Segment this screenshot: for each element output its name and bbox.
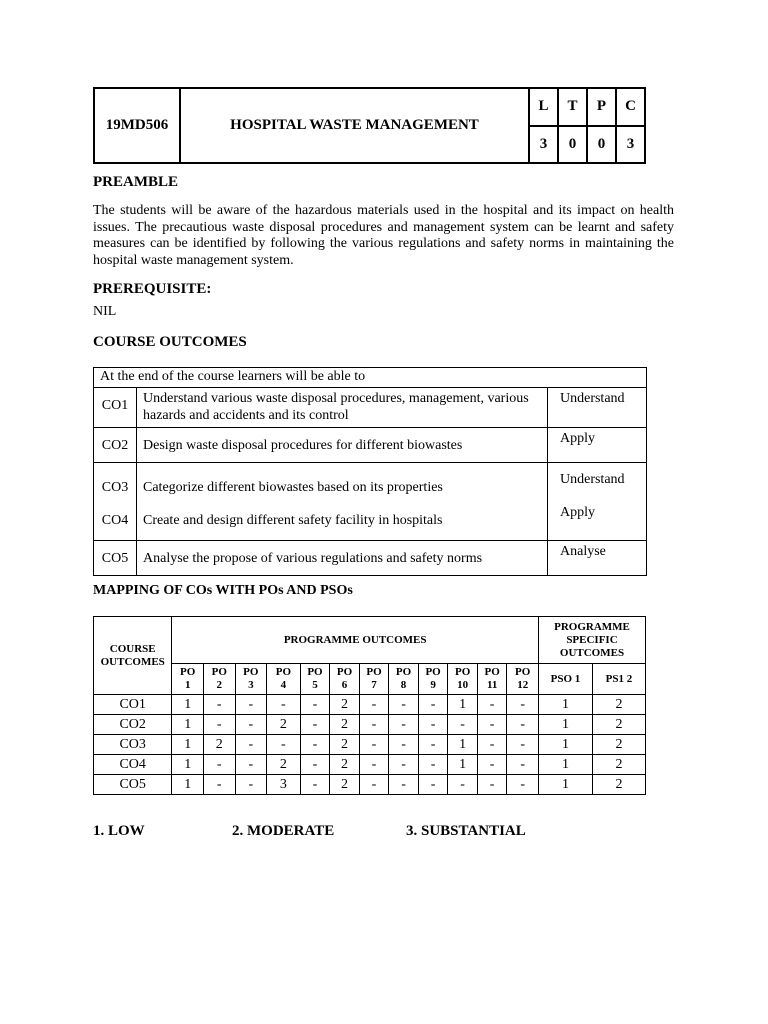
po-header-number: 12 (517, 679, 529, 691)
po-header-number: 1 (184, 679, 191, 691)
course-outcomes-heading: COURSE OUTCOMES (93, 334, 247, 350)
mapping-po-cell: 2 (330, 775, 360, 795)
table-row (94, 695, 646, 715)
co-code-group (94, 463, 137, 541)
mapping-po-cell: - (300, 755, 330, 775)
co-code: CO2 (94, 428, 137, 463)
po-header-number: 6 (341, 679, 348, 691)
mapping-po-cell: - (389, 715, 419, 735)
po-header-number: 10 (457, 679, 469, 691)
mapping-po-cell: - (203, 775, 235, 795)
legend-substantial: 3. SUBSTANTIAL (406, 823, 526, 839)
co-level: Apply (560, 505, 595, 520)
mapping-po-cell: - (418, 715, 448, 735)
mapping-co-cell: CO2 (94, 715, 172, 735)
table-row (94, 368, 647, 388)
co-code: CO3 (101, 480, 129, 495)
mapping-po-cell: 1 (172, 775, 204, 795)
mapping-po-cell: - (203, 715, 235, 735)
ltpc-value-t: 0 (558, 126, 587, 164)
mapping-po-cell: - (389, 735, 419, 755)
mapping-po-cell: - (359, 755, 389, 775)
legend-low: 1. LOW (93, 823, 145, 839)
outcomes-intro: At the end of the course learners will be able to (94, 368, 647, 388)
po-header-label: PO (366, 666, 382, 678)
course-outcomes-label: COURSE OUTCOMES (94, 617, 172, 695)
mapping-po-cell: - (203, 755, 235, 775)
co-level: Understand (548, 388, 647, 428)
mapping-po-cell: - (300, 775, 330, 795)
table-row (94, 428, 647, 463)
po-header-number: 3 (248, 679, 254, 691)
ltpc-label-c: C (616, 88, 645, 126)
co-code: CO5 (94, 541, 137, 576)
course-outcomes-table (93, 367, 647, 576)
co-description: Understand various waste disposal procedures, management, various hazards and accidents and its control (137, 388, 548, 428)
mapping-po-cell: - (235, 715, 267, 735)
mapping-po-cell: - (359, 695, 389, 715)
po-header-number: 4 (280, 679, 287, 691)
mapping-group-header-row (94, 617, 646, 664)
po-column-header (172, 664, 204, 695)
mapping-po-cell: - (235, 735, 267, 755)
co-description: Design waste disposal procedures for different biowastes (137, 428, 548, 463)
mapping-po-cell: - (359, 715, 389, 735)
po-column-header (389, 664, 419, 695)
mapping-po-cell: - (359, 775, 389, 795)
co-level: Analyse (548, 541, 647, 576)
co-description-group (137, 463, 548, 541)
mapping-pso-cell: 2 (592, 755, 645, 775)
mapping-po-cell: - (389, 775, 419, 795)
pso-column-header: PS1 2 (592, 664, 645, 695)
co-level: Understand (560, 472, 625, 487)
mapping-po-cell: - (507, 755, 539, 775)
mapping-pso-cell: 1 (538, 775, 592, 795)
pso-column-header: PSO 1 (538, 664, 592, 695)
mapping-po-cell: - (203, 695, 235, 715)
mapping-po-cell: 1 (172, 715, 204, 735)
po-column-header (448, 664, 478, 695)
mapping-po-cell: - (235, 695, 267, 715)
po-column-header (300, 664, 330, 695)
mapping-pso-cell: 2 (592, 735, 645, 755)
preamble-text: The students will be aware of the hazardous materials used in the hospital and its impact on health issues. The precautious waste disposal procedures and management system can be learnt and safety measures can be identified by following the various regulations and safety norms in maintaining the hospital waste management system. (93, 203, 674, 268)
po-header-number: 2 (216, 679, 222, 691)
mapping-po-cell: - (507, 695, 539, 715)
table-row (94, 715, 646, 735)
po-header-label: PO (454, 666, 471, 678)
po-header-label: PO (243, 666, 259, 678)
co-level: Apply (548, 428, 647, 463)
table-row (94, 463, 647, 541)
mapping-po-cell: - (235, 775, 267, 795)
mapping-po-cell: 1 (448, 695, 478, 715)
mapping-co-cell: CO5 (94, 775, 172, 795)
prerequisite-heading: PREREQUISITE: (93, 281, 212, 297)
mapping-po-cell: 2 (330, 695, 360, 715)
po-header-label: PO (180, 666, 196, 678)
po-column-header (359, 664, 389, 695)
po-column-header (203, 664, 235, 695)
po-header-label: PO (395, 666, 412, 678)
mapping-po-cell: - (507, 715, 539, 735)
mapping-po-cell: 2 (203, 735, 235, 755)
mapping-pso-cell: 1 (538, 735, 592, 755)
header-row (94, 88, 645, 126)
mapping-po-cell: - (359, 735, 389, 755)
mapping-po-cell: - (235, 755, 267, 775)
po-header-label: PO (425, 666, 441, 678)
mapping-pso-cell: 1 (538, 715, 592, 735)
mapping-po-cell: - (267, 695, 301, 715)
course-header-table (93, 87, 646, 164)
mapping-po-cell: 1 (172, 695, 204, 715)
mapping-pso-cell: 2 (592, 715, 645, 735)
mapping-po-cell: - (389, 695, 419, 715)
mapping-po-cell: - (448, 775, 478, 795)
mapping-po-cell: 1 (448, 735, 478, 755)
ltpc-value-c: 3 (616, 126, 645, 164)
po-column-header (235, 664, 267, 695)
po-header-label: PO (275, 666, 292, 678)
co-description: Analyse the propose of various regulations and safety norms (137, 541, 548, 576)
mapping-po-cell: 2 (267, 755, 301, 775)
mapping-pso-cell: 2 (592, 775, 645, 795)
table-row (94, 541, 647, 576)
po-header-label: PO (336, 666, 353, 678)
po-header-number: 11 (486, 679, 498, 691)
mapping-po-cell: 2 (330, 735, 360, 755)
co-description: Categorize different biowastes based on its properties (143, 480, 443, 495)
ltpc-value-l: 3 (529, 126, 558, 164)
mapping-pso-cell: 1 (538, 695, 592, 715)
table-row (94, 775, 646, 795)
mapping-po-cell: 1 (448, 755, 478, 775)
mapping-po-cell: - (477, 775, 507, 795)
mapping-po-cell: - (300, 735, 330, 755)
mapping-po-cell: - (477, 715, 507, 735)
programme-specific-outcomes-label: PROGRAMME SPECIFIC OUTCOMES (538, 617, 645, 664)
course-title: HOSPITAL WASTE MANAGEMENT (180, 88, 529, 163)
mapping-pso-cell: 1 (538, 755, 592, 775)
mapping-po-cell: - (507, 775, 539, 795)
mapping-po-cell: - (477, 695, 507, 715)
mapping-po-cell: - (300, 695, 330, 715)
mapping-po-cell: - (418, 695, 448, 715)
ltpc-value-p: 0 (587, 126, 616, 164)
mapping-heading: MAPPING OF COs WITH POs AND PSOs (93, 583, 353, 598)
po-header-label: PO (307, 666, 323, 678)
prerequisite-text: NIL (93, 304, 117, 319)
mapping-po-cell: - (267, 735, 301, 755)
po-column-header (418, 664, 448, 695)
table-row (94, 388, 647, 428)
po-header-label: PO (484, 666, 500, 678)
preamble-heading: PREAMBLE (93, 174, 179, 190)
mapping-po-cell: 2 (267, 715, 301, 735)
mapping-po-cell: - (507, 735, 539, 755)
programme-outcomes-label: PROGRAMME OUTCOMES (172, 617, 539, 664)
mapping-column-header-row (94, 664, 646, 695)
po-header-number: 5 (312, 679, 318, 691)
po-column-header (267, 664, 301, 695)
mapping-po-cell: - (300, 715, 330, 735)
mapping-po-cell: 3 (267, 775, 301, 795)
po-column-header (330, 664, 360, 695)
mapping-co-cell: CO4 (94, 755, 172, 775)
po-header-number: 7 (371, 679, 377, 691)
ltpc-label-p: P (587, 88, 616, 126)
mapping-po-cell: - (418, 735, 448, 755)
po-column-header (507, 664, 539, 695)
mapping-po-cell: - (389, 755, 419, 775)
table-row (94, 735, 646, 755)
co-level-group (548, 463, 647, 541)
mapping-po-cell: - (448, 715, 478, 735)
co-po-mapping-table (93, 616, 646, 795)
co-code: CO4 (101, 513, 129, 528)
mapping-po-cell: - (418, 775, 448, 795)
po-header-label: PO (211, 666, 227, 678)
mapping-co-cell: CO1 (94, 695, 172, 715)
po-column-header (477, 664, 507, 695)
table-row (94, 755, 646, 775)
ltpc-label-t: T (558, 88, 587, 126)
mapping-po-cell: 2 (330, 715, 360, 735)
po-header-number: 8 (400, 679, 407, 691)
co-code: CO1 (94, 388, 137, 428)
mapping-po-cell: - (477, 755, 507, 775)
co-description: Create and design different safety facility in hospitals (143, 513, 443, 528)
mapping-po-cell: 2 (330, 755, 360, 775)
legend-moderate: 2. MODERATE (232, 823, 335, 839)
ltpc-label-l: L (529, 88, 558, 126)
po-header-label: PO (515, 666, 531, 678)
mapping-po-cell: 1 (172, 755, 204, 775)
mapping-po-cell: - (477, 735, 507, 755)
mapping-co-cell: CO3 (94, 735, 172, 755)
mapping-pso-cell: 2 (592, 695, 645, 715)
course-code: 19MD506 (94, 88, 180, 163)
mapping-po-cell: 1 (172, 735, 204, 755)
mapping-po-cell: - (418, 755, 448, 775)
po-header-number: 9 (430, 679, 436, 691)
